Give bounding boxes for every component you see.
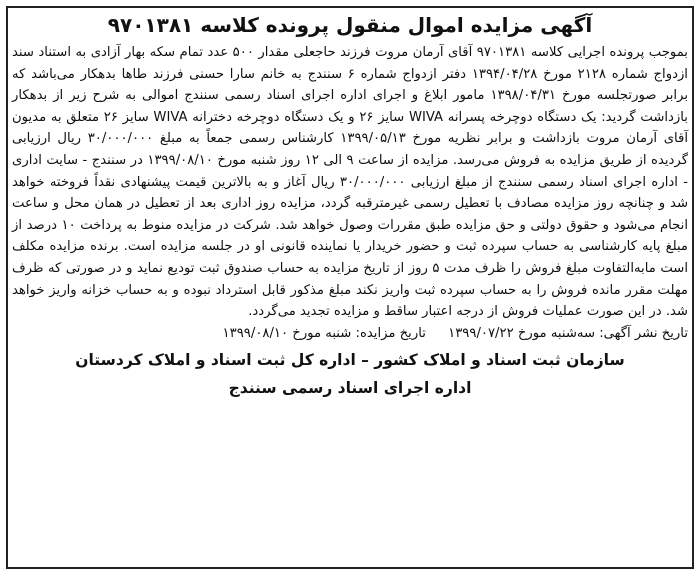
notice-title: آگهی مزایده اموال منقول پرونده کلاسه ۹۷۰۱۳۸۱ — [107, 13, 593, 37]
issuer-office: اداره اجرای اسناد رسمی سنندج — [228, 378, 472, 397]
notice-content — [12, 10, 688, 567]
notice-dates — [12, 323, 688, 345]
notice-body: بموجب پرونده اجرایی کلاسه ۹۷۰۱۳۸۱ آقای آرمان مروت فرزند حاجعلی مقدار ۵۰۰ عدد تمام سکه بهار آزادی به استناد سند ازدواج شماره ۲۱۲۸ مورخ ۱۳۹۴/۰۴/۲۸ دفتر ازدواج شماره ۶ سنندج به خانم سارا حسنی فرزند طاها بدهکار می‌باشد که برابر صورتجلسه مورخ ۱۳۹۸/۰۴/۳۱ مامور ابلاغ و اجرای اداره اجرای اسناد رسمی سنندج اموالی به شرح زیر از بدهکار بازداشت گردید: یک دستگاه دوچرخه پسرانه WIVA سایز ۲۶ و یک دستگاه دوچرخه دخترانه WIVA سایز ۲۶ متعلق به مدیون آقای آرمان مروت بازداشت و برابر نظریه مورخ ۱۳۹۹/۰۵/۱۳ کارشناس رسمی جمعاً به مبلغ ۳۰/۰۰۰/۰۰۰ ریال ارزیابی گردیده از طریق مزایده به فروش می‌رسد. مزایده از ساعت ۹ الی ۱۲ روز شنبه مورخ ۱۳۹۹/۰۸/۱۰ در سنندج - سایت اداری - اداره اجرای اسناد رسمی سنندج از مبلغ ارزیابی ۳۰/۰۰۰/۰۰۰ ریال آغاز و به بالاترین قیمت پیشنهادی نقداً فروخته خواهد شد و چنانچه روز مزایده مصادف با تعطیل رسمی غیرمترقبه گردد، مزایده روز اداری بعد از تعطیل در همان محل و ساعت انجام می‌شود و حقوق دولتی و حق مزایده طبق مقررات وصول خواهد شد. شرکت در مزایده منوط به پرداخت ۱۰ درصد از مبلغ پایه کارشناسی به حساب سپرده ثبت و حضور خریدار یا نماینده قانونی او در جلسه مزایده است. برنده مزایده مکلف است مابه‌التفاوت مبلغ فروش را ظرف مدت ۵ روز از تاریخ مزایده به حساب صندوق ثبت تودیع نماید و در صورتی که ظرف مهلت مقرر مانده فروش را به حساب سپرده ثبت واریز نکند مبلغ مذکور قابل استرداد نبوده و به حساب خزانه واریز خواهد شد. در این صورت عملیات فروش از درجه اعتبار ساقط و مزایده تجدید می‌گردد. — [12, 45, 688, 320]
issuer-organization: سازمان ثبت اسناد و املاک کشور – اداره کل ثبت اسناد و املاک کردستان — [75, 350, 625, 369]
auction-date: تاریخ مزایده: شنبه مورخ ۱۳۹۹/۰۸/۱۰ — [222, 325, 426, 341]
publish-date: تاریخ نشر آگهی: سه‌شنبه مورخ ۱۳۹۹/۰۷/۲۲ — [448, 325, 688, 341]
